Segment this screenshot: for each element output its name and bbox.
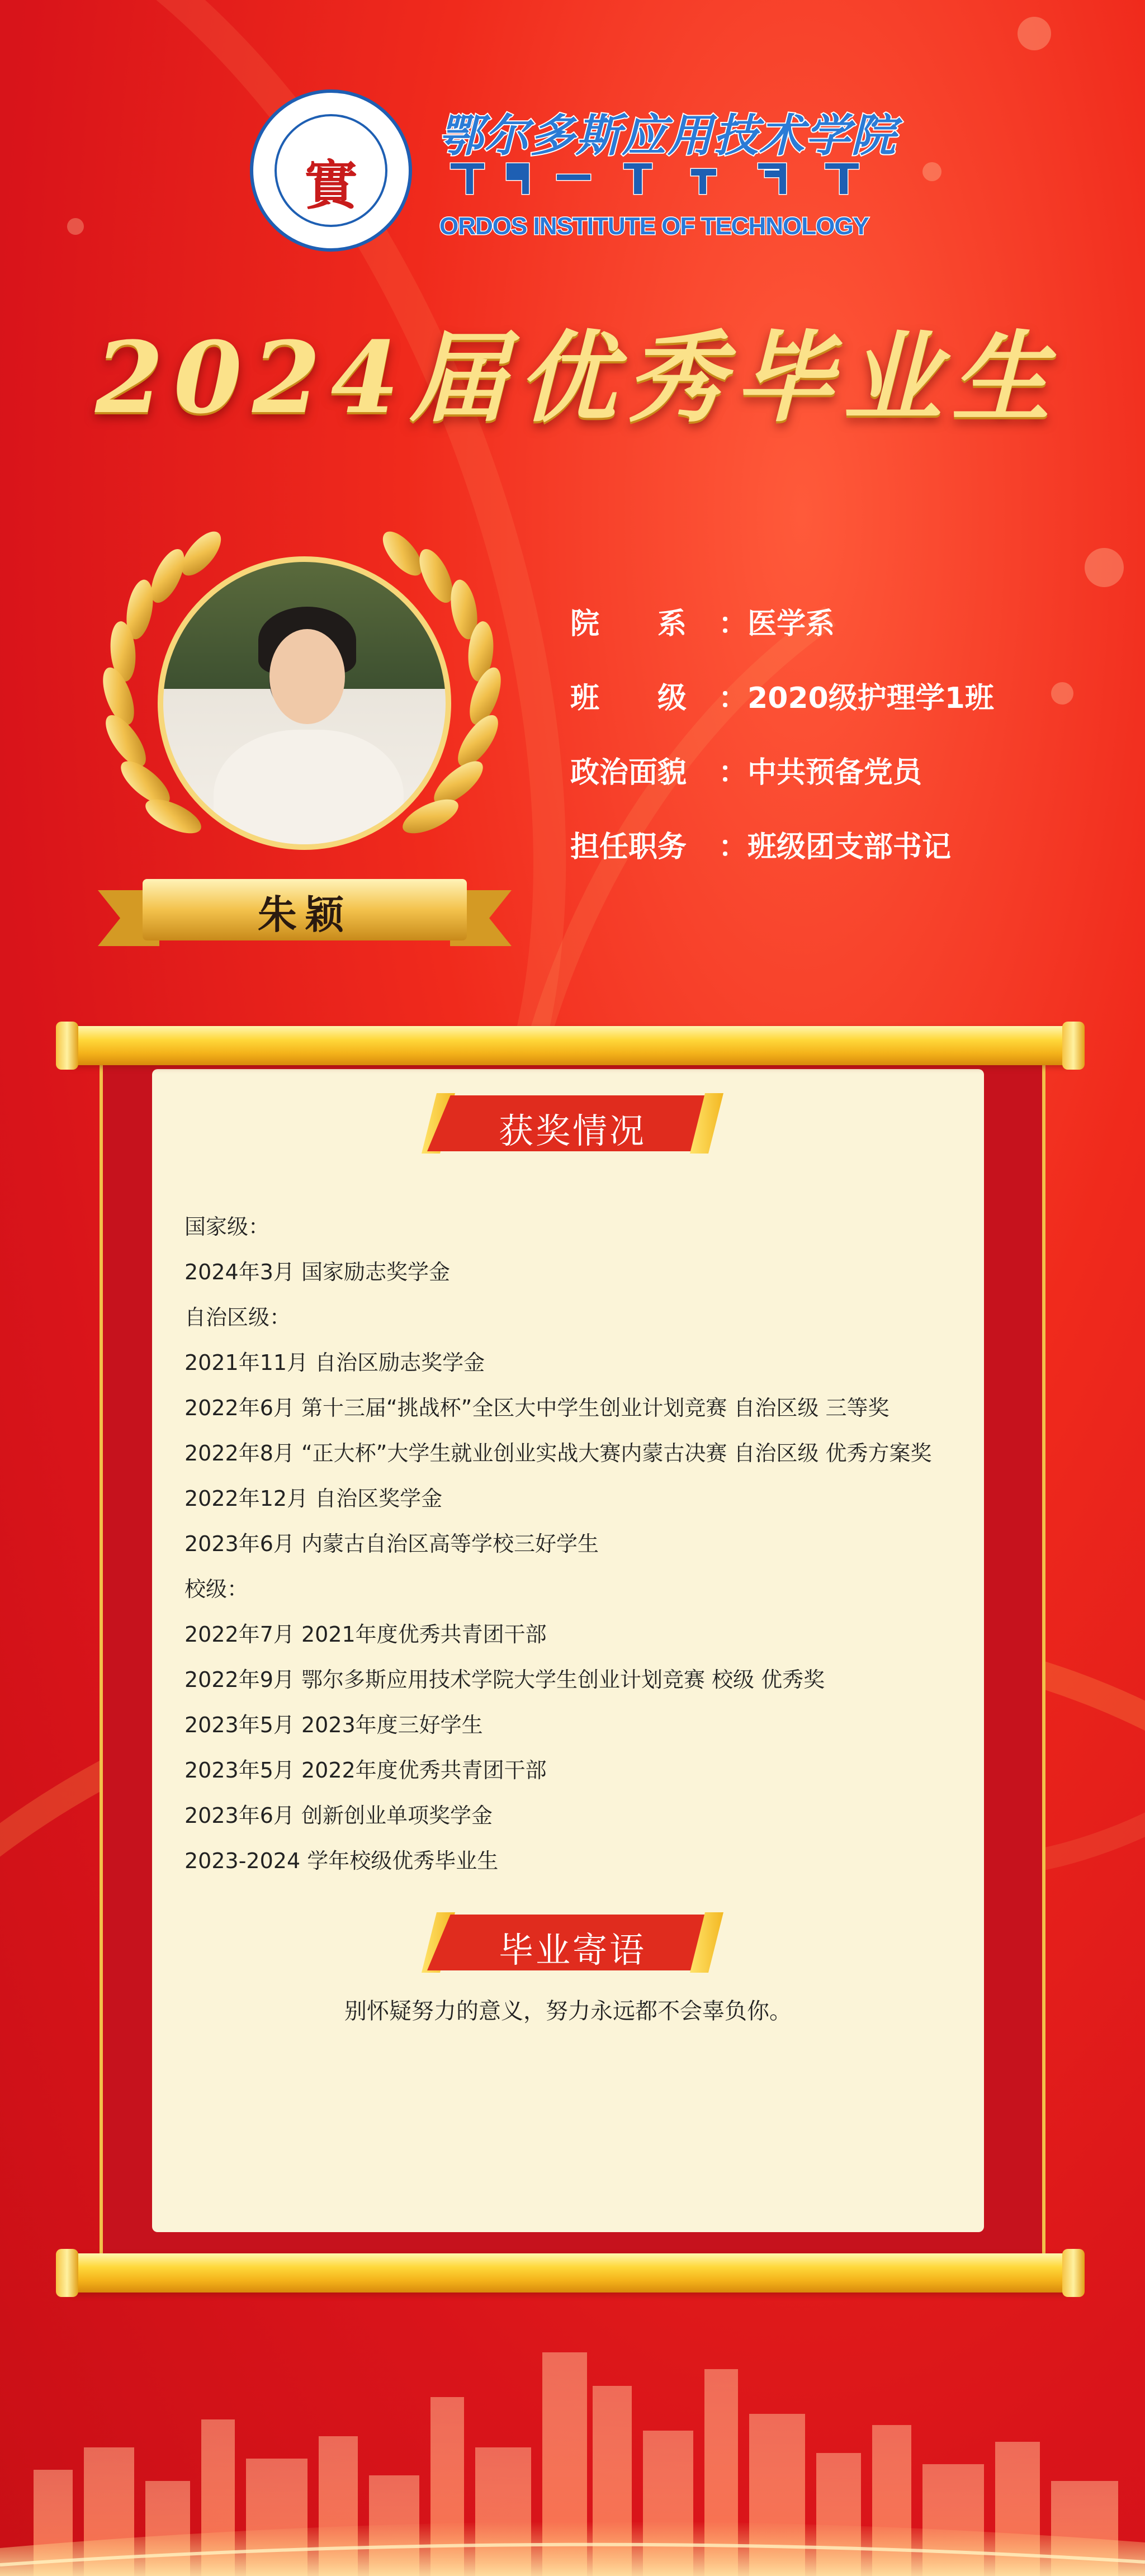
logo-emblem: 實 bbox=[304, 154, 358, 217]
award-line: 2022年6月 第十三届“挑战杯”全区大中学生创业计划竞赛 自治区级 三等奖 bbox=[184, 1396, 889, 1420]
award-line: 2022年9月 鄂尔多斯应用技术学院大学生创业计划竞赛 校级 优秀奖 bbox=[184, 1667, 825, 1692]
city-skyline bbox=[0, 2285, 1145, 2576]
message-heading-text: 毕业寄语 bbox=[498, 1930, 646, 1970]
info-colon: ： bbox=[718, 756, 748, 790]
info-label: 班 级 bbox=[570, 682, 687, 715]
info-colon: ： bbox=[718, 682, 748, 715]
bokeh-dot bbox=[922, 162, 941, 181]
awards-heading-text: 获奖情况 bbox=[498, 1110, 646, 1151]
award-line: 国家级： bbox=[184, 1214, 270, 1239]
school-name-english: ORDOS INSTITUTE OF TECHNOLOGY bbox=[439, 212, 869, 240]
award-line: 2023年6月 内蒙古自治区高等学校三好学生 bbox=[184, 1532, 599, 1556]
photo-face bbox=[269, 629, 345, 724]
award-line: 2022年12月 自治区奖学金 bbox=[184, 1486, 443, 1511]
photo-shirt bbox=[214, 730, 404, 850]
info-label: 院 系 bbox=[570, 607, 687, 641]
bokeh-dot bbox=[1085, 548, 1124, 587]
logo-inner-ring bbox=[275, 114, 387, 227]
info-position bbox=[570, 823, 951, 865]
school-name-mongolian-script bbox=[445, 158, 881, 197]
student-name: 朱颖 bbox=[258, 891, 352, 938]
info-colon: ： bbox=[718, 830, 748, 864]
bokeh-dot bbox=[1018, 17, 1051, 50]
school-logo bbox=[250, 89, 412, 252]
award-line: 2022年8月 “正大杯”大学生就业创业实战大赛内蒙古决赛 自治区级 优秀方案奖 bbox=[184, 1441, 932, 1466]
message-heading bbox=[427, 1912, 718, 1973]
award-line: 校级： bbox=[184, 1577, 249, 1601]
info-department bbox=[570, 600, 835, 642]
scroll-paper bbox=[152, 1069, 984, 2232]
award-line: 2023年5月 2023年度三好学生 bbox=[184, 1713, 483, 1737]
info-value: 医学系 bbox=[747, 607, 835, 641]
award-line: 自治区级： bbox=[184, 1305, 291, 1330]
info-political-status bbox=[570, 749, 922, 791]
info-class bbox=[570, 674, 994, 716]
graduation-message: 别怀疑努力的意义，努力永远都不会辜负你。 bbox=[344, 1998, 792, 2024]
poster-title: 2024届优秀毕业生 bbox=[95, 320, 1060, 436]
award-line: 2023年5月 2022年度优秀共青团干部 bbox=[184, 1758, 547, 1783]
info-value: 中共预备党员 bbox=[747, 756, 922, 790]
bokeh-dot bbox=[67, 218, 84, 235]
info-label: 担任职务 bbox=[570, 830, 687, 864]
awards-heading bbox=[427, 1093, 718, 1154]
scroll-top-rod bbox=[67, 1026, 1073, 1065]
student-photo bbox=[158, 556, 451, 850]
award-line: 2023年6月 创新创业单项奖学金 bbox=[184, 1803, 493, 1828]
rod-cap bbox=[1062, 1022, 1085, 1070]
award-line: 2022年7月 2021年度优秀共青团干部 bbox=[184, 1622, 547, 1647]
award-line: 2021年11月 自治区励志奖学金 bbox=[184, 1350, 485, 1375]
info-value: 2020级护理学1班 bbox=[747, 682, 994, 715]
info-colon: ： bbox=[718, 607, 748, 641]
bokeh-dot bbox=[1051, 682, 1073, 705]
school-name-chinese: 鄂尔多斯应用技术学院 bbox=[438, 109, 897, 162]
rod-cap bbox=[56, 1022, 78, 1070]
award-line: 2024年3月 国家励志奖学金 bbox=[184, 1260, 450, 1284]
info-value: 班级团支部书记 bbox=[747, 830, 952, 864]
info-label: 政治面貌 bbox=[570, 756, 687, 790]
award-line: 2023-2024 学年校级优秀毕业生 bbox=[184, 1849, 499, 1873]
